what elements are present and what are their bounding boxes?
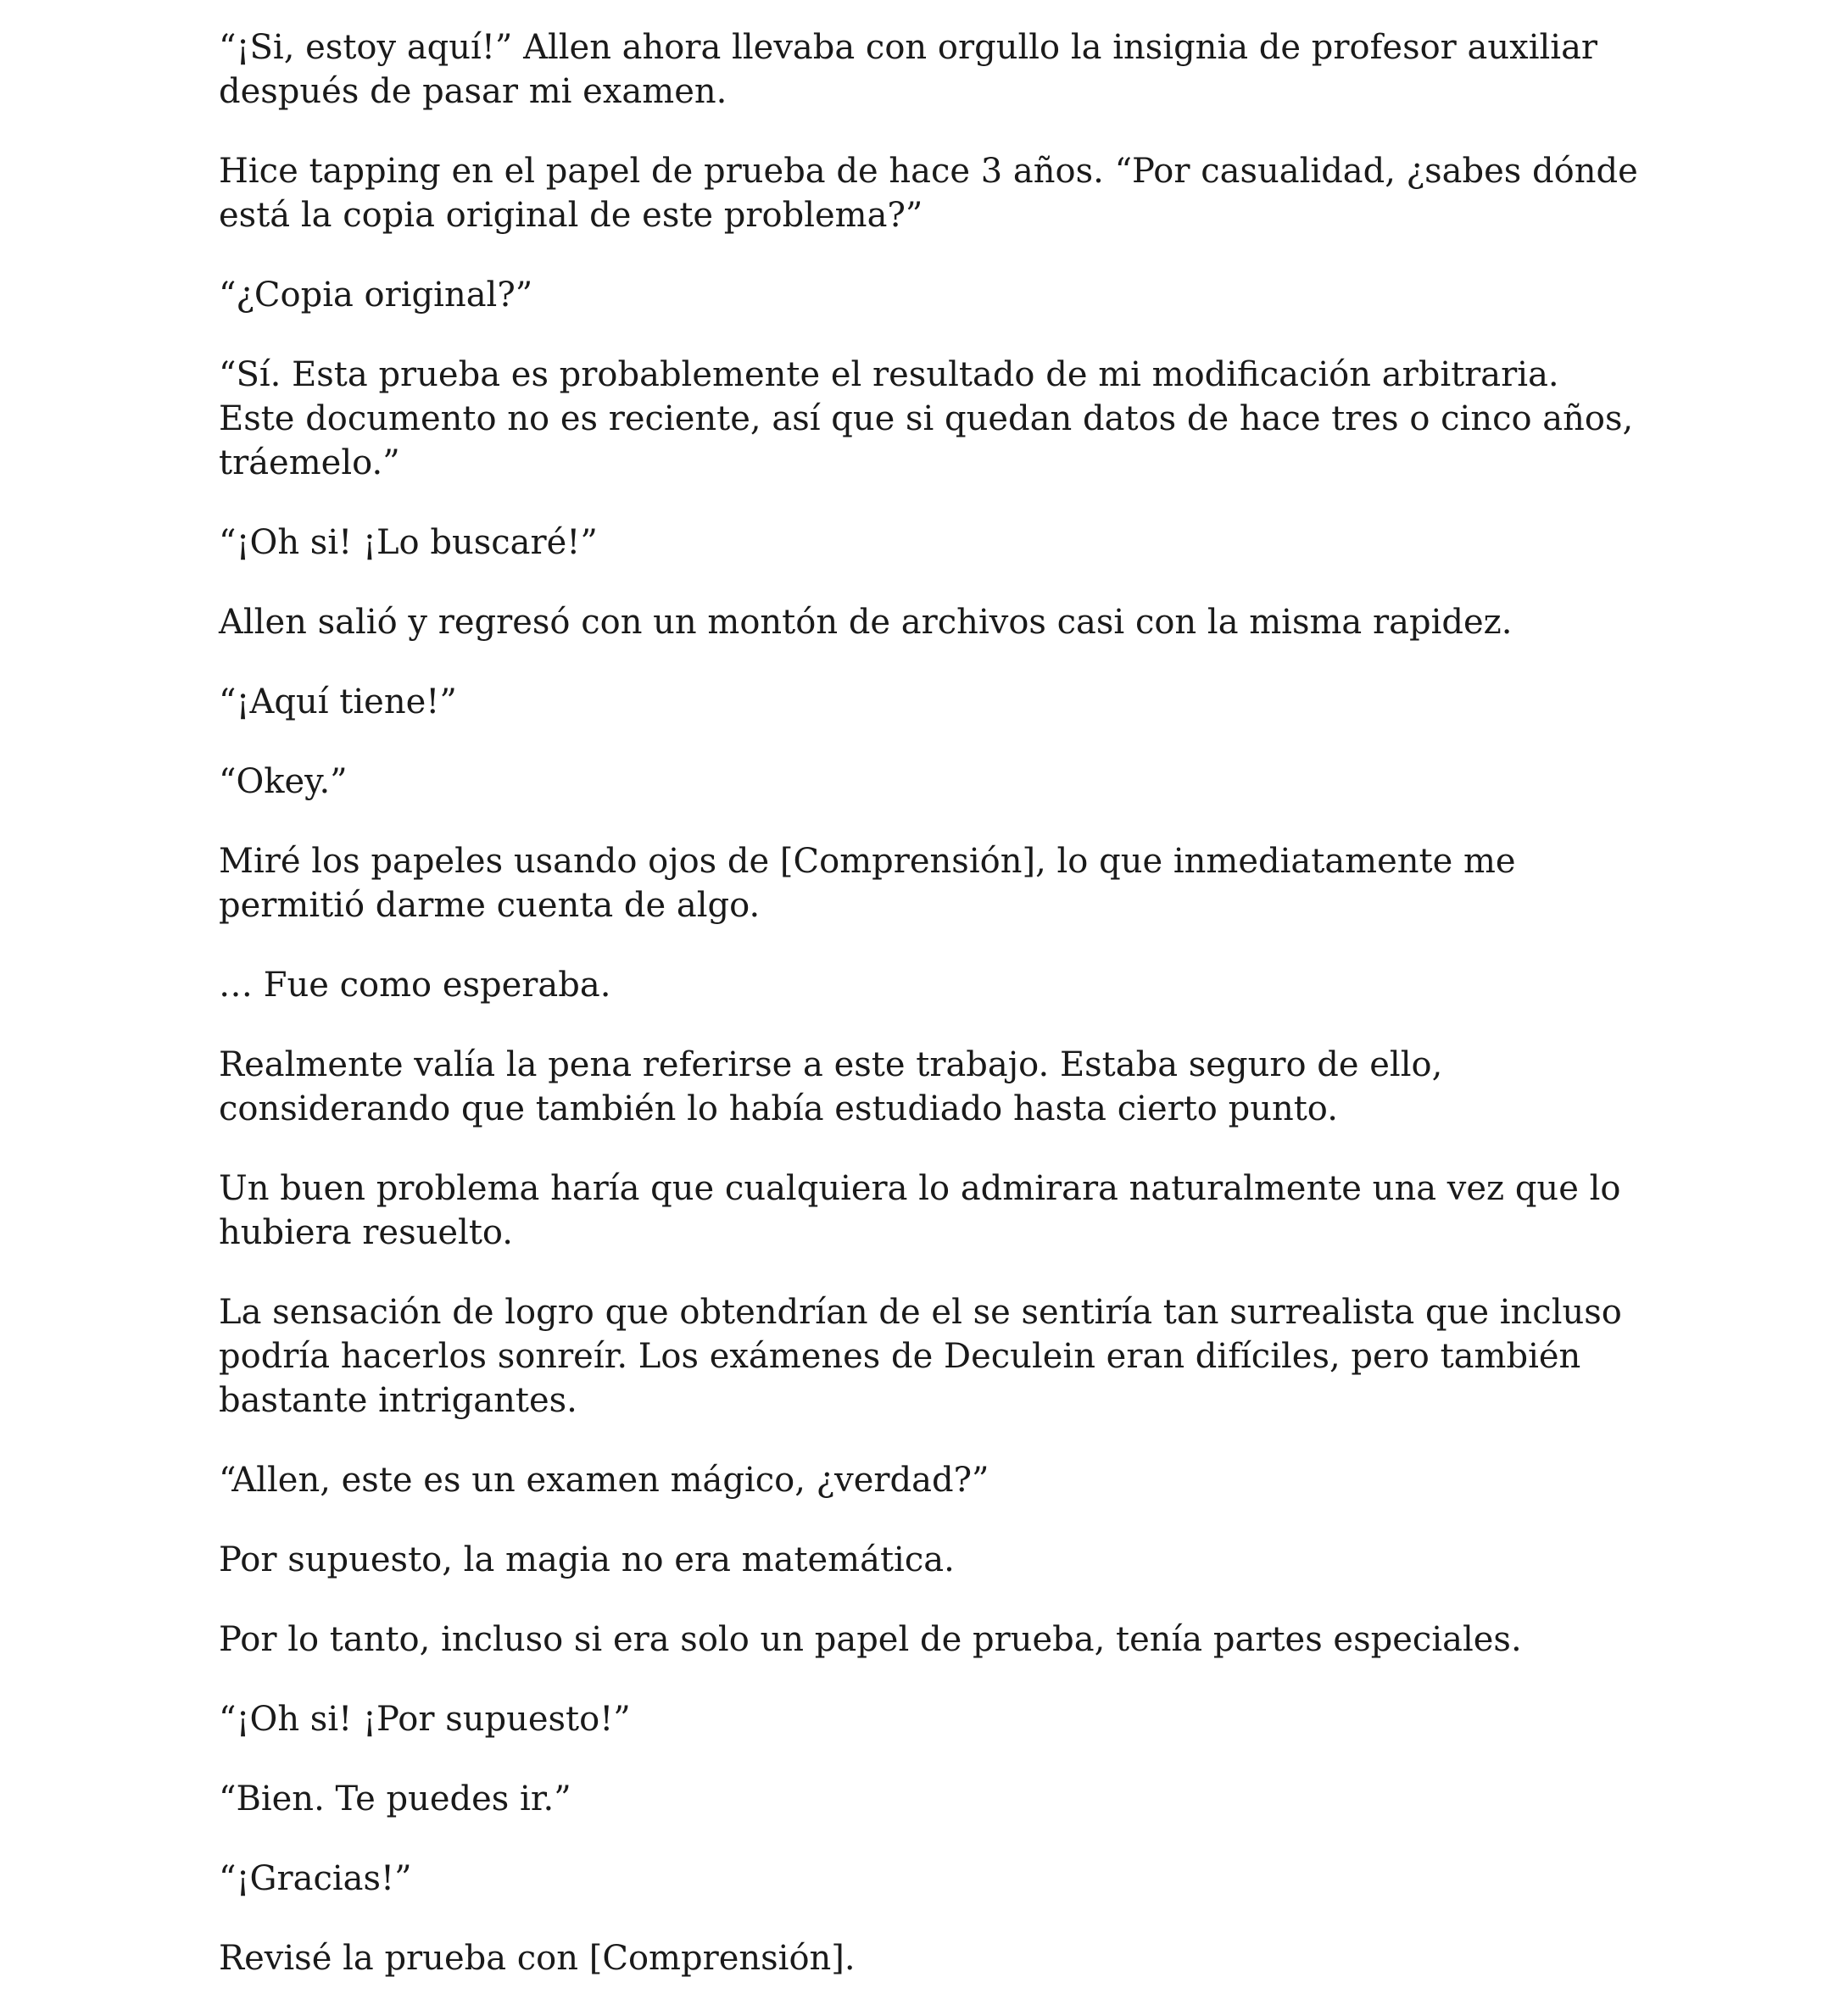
paragraph: “Allen, este es un examen mágico, ¿verdad?”: [219, 1461, 989, 1500]
paragraph: Miré los papeles usando ojos de [Comprensión], lo que inmediatamente me permitió darme cuenta de algo.: [219, 842, 1516, 925]
paragraph: Revisé la prueba con [Comprensión].: [219, 1939, 856, 1978]
paragraph: “Bien. Te puedes ir.”: [219, 1779, 571, 1818]
paragraph: La sensación de logro que obtendrían de el se sentiría tan surrealista que incluso podría hacerlos sonreír. Los exámenes de Deculein eran difíciles, pero también bastante intrigantes.: [219, 1293, 1622, 1420]
paragraph: “¡Gracias!”: [219, 1859, 412, 1898]
paragraph: “¿Copia original?”: [219, 276, 533, 315]
paragraph: Por lo tanto, incluso si era solo un papel de prueba, tenía partes especiales.: [219, 1620, 1522, 1659]
paragraph: Un buen problema haría que cualquiera lo admirara naturalmente una vez que lo hubiera resuelto.: [219, 1169, 1621, 1252]
paragraph: … Fue como esperaba.: [219, 966, 611, 1005]
document-body: [219, 25, 1643, 2016]
paragraph: Allen salió y regresó con un montón de archivos casi con la misma rapidez.: [219, 603, 1513, 642]
paragraph: “¡Aquí tiene!”: [219, 682, 457, 721]
paragraph: “Sí. Esta prueba es probablemente el resultado de mi modificación arbitraria. Este documento no es reciente, así que si quedan datos de hace tres o cinco años, tráemelo.”: [219, 355, 1634, 482]
paragraph: “¡Oh si! ¡Por supuesto!”: [219, 1700, 631, 1739]
paragraph: Hice tapping en el papel de prueba de hace 3 años. “Por casualidad, ¿sabes dónde está la copia original de este problema?”: [219, 152, 1638, 235]
paragraph: Realmente valía la pena referirse a este trabajo. Estaba seguro de ello, considerando que también lo había estudiado hasta cierto punto.: [219, 1045, 1443, 1128]
paragraph: “¡Si, estoy aquí!” Allen ahora llevaba con orgullo la insignia de profesor auxiliar después de pasar mi examen.: [219, 28, 1598, 111]
paragraph: “¡Oh si! ¡Lo buscaré!”: [219, 523, 598, 562]
paragraph: Por supuesto, la magia no era matemática.: [219, 1540, 955, 1579]
paragraph: “Okey.”: [219, 762, 348, 801]
